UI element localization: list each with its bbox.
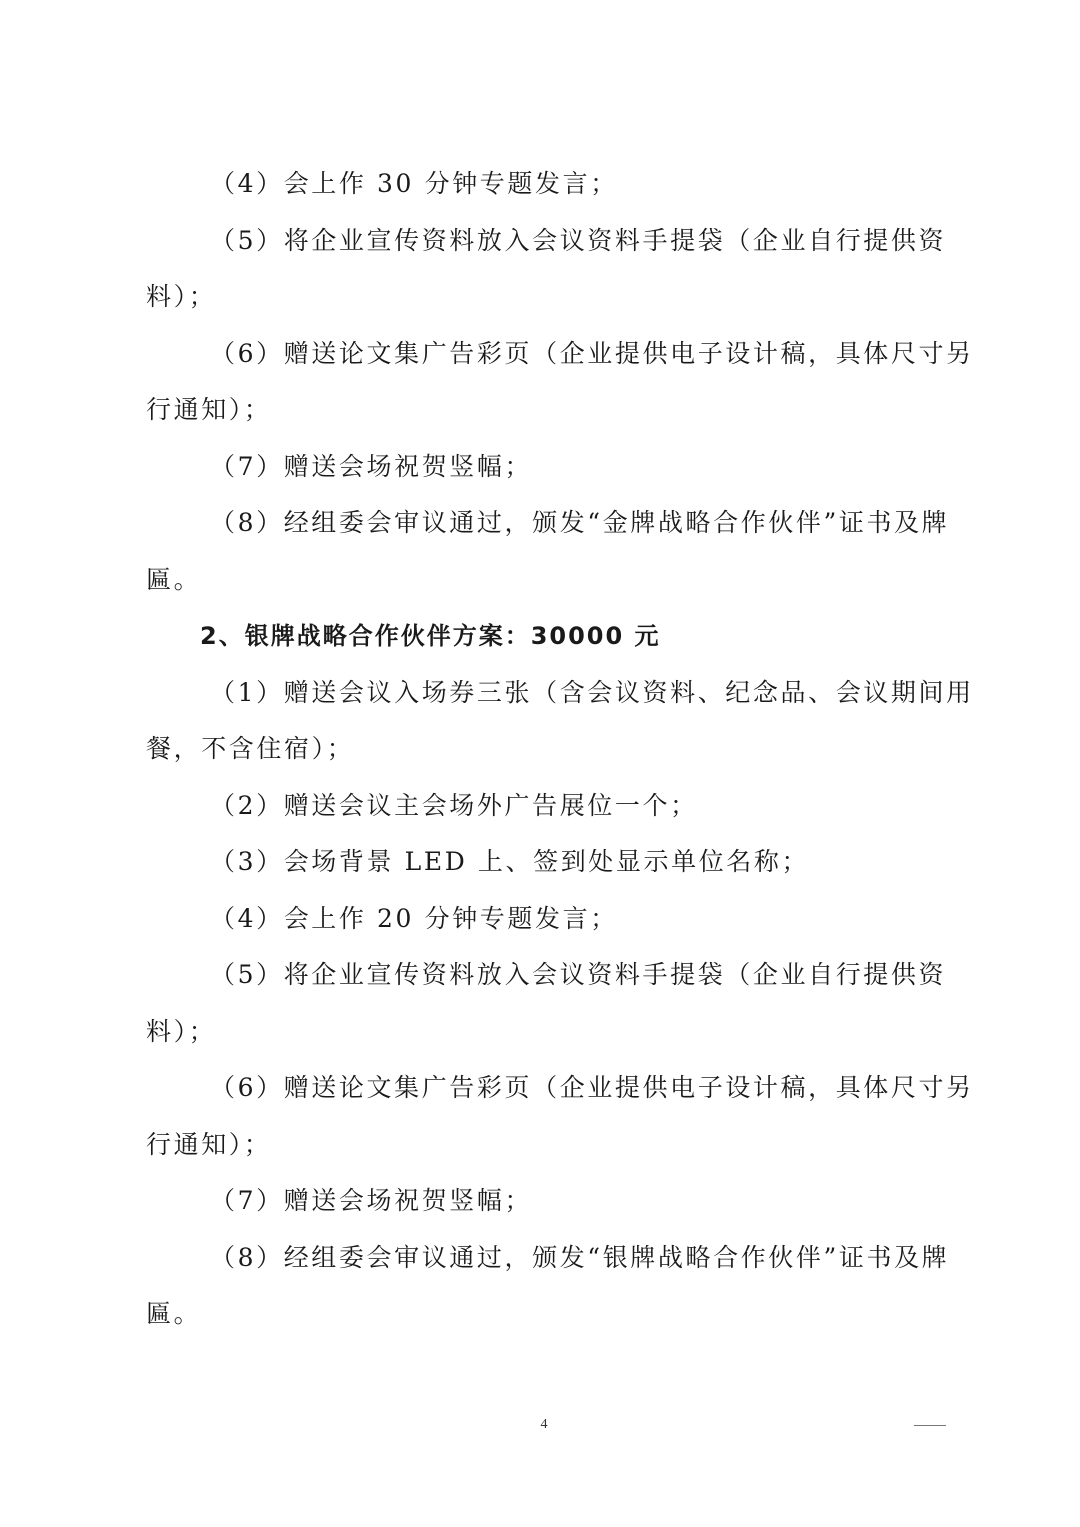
item-5-silver-continued: 料）；	[146, 1017, 217, 1046]
item-2-silver: （2）赠送会议主会场外广告展位一个；	[210, 791, 698, 820]
page-number: 4	[540, 1417, 548, 1432]
item-1-silver: （1）赠送会议入场券三张（含会议资料、纪念品、会议期间用	[210, 678, 974, 707]
item-6-gold: （6）赠送论文集广告彩页（企业提供电子设计稿，具体尺寸另	[210, 339, 974, 368]
item-8-gold-continued: 匾。	[146, 565, 202, 594]
item-8-silver-continued: 匾。	[146, 1299, 202, 1328]
item-1-silver-continued: 餐，不含住宿）；	[146, 734, 355, 763]
item-8-silver: （8）经组委会审议通过，颁发“银牌战略合作伙伴”证书及牌	[210, 1243, 950, 1272]
item-5-gold-continued: 料）；	[146, 282, 217, 311]
footer-divider	[914, 1425, 946, 1426]
item-3-silver: （3）会场背景 LED 上、签到处显示单位名称；	[210, 847, 810, 876]
item-6-gold-continued: 行通知）；	[146, 395, 272, 424]
item-8-gold: （8）经组委会审议通过，颁发“金牌战略合作伙伴”证书及牌	[210, 508, 950, 537]
item-5-silver: （5）将企业宣传资料放入会议资料手提袋（企业自行提供资	[210, 960, 947, 989]
item-5-gold: （5）将企业宣传资料放入会议资料手提袋（企业自行提供资	[210, 226, 947, 255]
item-4-silver: （4）会上作 20 分钟专题发言；	[210, 904, 618, 933]
item-6-silver: （6）赠送论文集广告彩页（企业提供电子设计稿，具体尺寸另	[210, 1073, 974, 1102]
item-6-silver-continued: 行通知）；	[146, 1130, 272, 1159]
silver-plan-heading: 2、银牌战略合作伙伴方案：30000 元	[200, 622, 661, 650]
item-7-silver: （7）赠送会场祝贺竖幅；	[210, 1186, 533, 1215]
item-7-gold: （7）赠送会场祝贺竖幅；	[210, 452, 533, 481]
item-4-gold: （4）会上作 30 分钟专题发言；	[210, 169, 618, 198]
